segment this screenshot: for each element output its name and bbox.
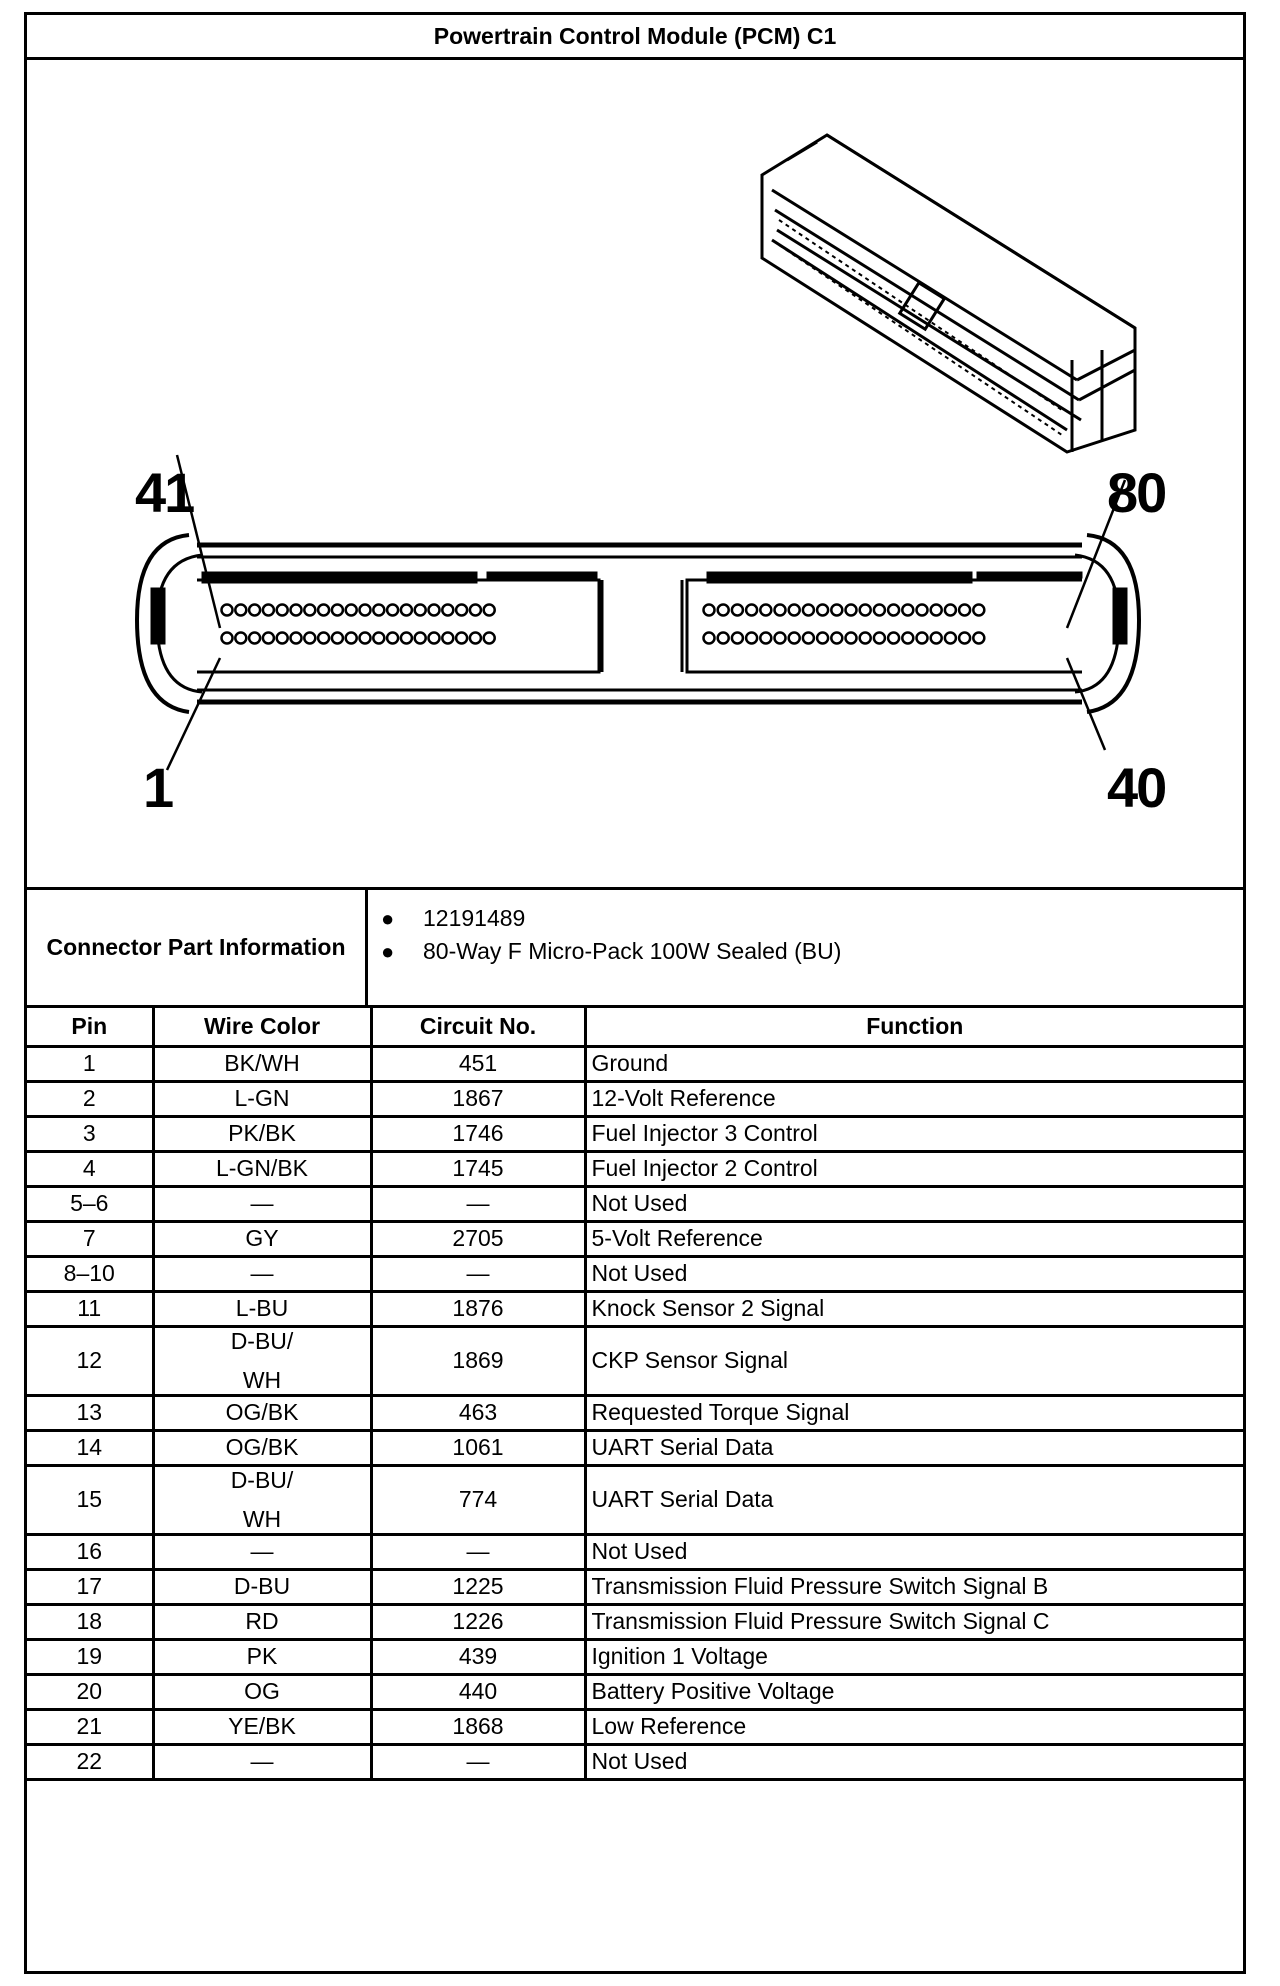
connector-description — [371, 935, 841, 968]
table-row — [27, 1046, 1243, 1081]
pin-hole — [277, 633, 288, 644]
connector-part-number-text: 12191489 — [423, 905, 526, 931]
pin-hole — [817, 633, 828, 644]
pin-hole — [718, 633, 729, 644]
circuit-cell: — — [371, 1256, 585, 1291]
pin-table — [27, 1008, 1243, 1781]
header-pin: Pin — [27, 1008, 153, 1046]
wire-color-cell: OG — [153, 1674, 371, 1709]
circuit-cell: 1225 — [371, 1569, 585, 1604]
pin-hole — [360, 633, 371, 644]
table-row — [27, 1569, 1243, 1604]
pin-hole — [803, 605, 814, 616]
pin-cell: 19 — [27, 1639, 153, 1674]
pin-hole — [249, 633, 260, 644]
function-cell: Fuel Injector 3 Control — [585, 1116, 1243, 1151]
pin-hole — [973, 633, 984, 644]
pin-hole — [235, 605, 246, 616]
pin-hole — [291, 633, 302, 644]
wire-color-cell: — — [153, 1744, 371, 1779]
circuit-cell: — — [371, 1186, 585, 1221]
pin-hole — [484, 633, 495, 644]
function-cell: Not Used — [585, 1534, 1243, 1569]
pin-hole — [746, 633, 757, 644]
circuit-cell: 1746 — [371, 1116, 585, 1151]
header-function: Function — [585, 1008, 1243, 1046]
pin-cell: 13 — [27, 1395, 153, 1430]
pin-hole — [470, 605, 481, 616]
pin-hole — [332, 633, 343, 644]
wire-color-cell: D-BU — [153, 1569, 371, 1604]
pin-cell: 1 — [27, 1046, 153, 1081]
pin-hole — [789, 633, 800, 644]
pin-hole — [860, 605, 871, 616]
wire-color-cell: PK/BK — [153, 1116, 371, 1151]
header-circuit: Circuit No. — [371, 1008, 585, 1046]
function-cell: 12-Volt Reference — [585, 1081, 1243, 1116]
circuit-cell: 1868 — [371, 1709, 585, 1744]
table-row — [27, 1395, 1243, 1430]
pin-label-40: 40 — [1107, 756, 1166, 819]
table-row — [27, 1081, 1243, 1116]
pin-hole — [456, 605, 467, 616]
wire-color-cell: — — [153, 1534, 371, 1569]
pin-hole — [222, 605, 233, 616]
pin-cell: 17 — [27, 1569, 153, 1604]
pin-hole — [760, 633, 771, 644]
pin-label-1: 1 — [143, 756, 173, 819]
circuit-cell: 1867 — [371, 1081, 585, 1116]
table-row — [27, 1291, 1243, 1326]
pin-hole — [775, 605, 786, 616]
table-row — [27, 1430, 1243, 1465]
pin-hole — [917, 605, 928, 616]
table-row — [27, 1186, 1243, 1221]
pin-hole — [760, 605, 771, 616]
pin-hole — [429, 605, 440, 616]
pin-hole — [874, 633, 885, 644]
circuit-cell: 1745 — [371, 1151, 585, 1186]
pin-hole — [959, 605, 970, 616]
pin-hole — [704, 633, 715, 644]
pin-hole — [732, 605, 743, 616]
pin-hole — [249, 605, 260, 616]
pin-hole — [902, 633, 913, 644]
pin-hole — [222, 633, 233, 644]
bullet-icon: ● — [381, 939, 395, 964]
pin-hole — [442, 633, 453, 644]
bullet-icon: ● — [381, 906, 395, 931]
pin-hole — [902, 605, 913, 616]
circuit-cell: 440 — [371, 1674, 585, 1709]
pin-hole — [373, 605, 384, 616]
pin-hole — [846, 605, 857, 616]
pin-hole — [456, 633, 467, 644]
wire-color-line-2: WH — [242, 1505, 282, 1532]
pin-hole — [442, 605, 453, 616]
pin-cell: 5–6 — [27, 1186, 153, 1221]
pin-hole — [973, 605, 984, 616]
page-title: Powertrain Control Module (PCM) C1 — [27, 15, 1243, 60]
table-row — [27, 1709, 1243, 1744]
connector-info-label: Connector Part Information — [27, 890, 368, 1005]
wire-color-cell: PK — [153, 1639, 371, 1674]
pin-hole — [415, 605, 426, 616]
table-row — [27, 1151, 1243, 1186]
function-cell: UART Serial Data — [585, 1465, 1243, 1534]
pin-hole — [387, 605, 398, 616]
circuit-cell: 463 — [371, 1395, 585, 1430]
pin-hole — [831, 633, 842, 644]
pin-hole — [318, 633, 329, 644]
table-row — [27, 1604, 1243, 1639]
function-cell: Fuel Injector 2 Control — [585, 1151, 1243, 1186]
circuit-cell: 1061 — [371, 1430, 585, 1465]
pin-label-41: 41 — [135, 461, 194, 524]
pin-hole — [263, 605, 274, 616]
pin-cell: 21 — [27, 1709, 153, 1744]
pin-table-body — [27, 1046, 1243, 1779]
pin-cell: 16 — [27, 1534, 153, 1569]
wire-color-cell: YE/BK — [153, 1709, 371, 1744]
function-cell: Ignition 1 Voltage — [585, 1639, 1243, 1674]
connector-diagram — [27, 60, 1243, 890]
pin-hole — [888, 605, 899, 616]
pin-hole — [235, 633, 246, 644]
pin-cell: 22 — [27, 1744, 153, 1779]
circuit-cell: 1226 — [371, 1604, 585, 1639]
function-cell: Not Used — [585, 1186, 1243, 1221]
pin-cell: 8–10 — [27, 1256, 153, 1291]
pin-hole — [304, 605, 315, 616]
function-cell: Transmission Fluid Pressure Switch Signal B — [585, 1569, 1243, 1604]
function-cell: Requested Torque Signal — [585, 1395, 1243, 1430]
pin-hole — [429, 633, 440, 644]
pin-hole — [401, 605, 412, 616]
pin-hole — [945, 633, 956, 644]
wire-color-cell: — — [153, 1186, 371, 1221]
pin-hole — [746, 605, 757, 616]
table-row — [27, 1674, 1243, 1709]
pin-hole — [263, 633, 274, 644]
circuit-cell: — — [371, 1534, 585, 1569]
table-row — [27, 1744, 1243, 1779]
connector-part-number — [371, 902, 841, 935]
function-cell: UART Serial Data — [585, 1430, 1243, 1465]
circuit-cell: 439 — [371, 1639, 585, 1674]
wire-color-stack — [155, 1328, 370, 1394]
pin-hole — [931, 633, 942, 644]
function-cell: Battery Positive Voltage — [585, 1674, 1243, 1709]
wire-color-cell: OG/BK — [153, 1395, 371, 1430]
function-cell: Not Used — [585, 1744, 1243, 1779]
pin-hole — [318, 605, 329, 616]
pin-hole — [346, 605, 357, 616]
pin-cell: 4 — [27, 1151, 153, 1186]
pin-cell: 11 — [27, 1291, 153, 1326]
pin-hole — [470, 633, 481, 644]
function-cell: Transmission Fluid Pressure Switch Signal C — [585, 1604, 1243, 1639]
wire-color-cell: L-BU — [153, 1291, 371, 1326]
wire-color-line-2: WH — [242, 1366, 282, 1393]
pin-hole — [401, 633, 412, 644]
pin-hole — [888, 633, 899, 644]
pin-hole — [817, 605, 828, 616]
table-row — [27, 1465, 1243, 1534]
pin-hole — [346, 633, 357, 644]
connector-3d-sketch — [762, 135, 1135, 452]
table-row — [27, 1326, 1243, 1395]
table-row — [27, 1534, 1243, 1569]
wire-color-stack — [155, 1467, 370, 1533]
wire-color-cell: L-GN/BK — [153, 1151, 371, 1186]
pin-hole — [803, 633, 814, 644]
connector-face — [137, 535, 1139, 712]
function-cell: 5-Volt Reference — [585, 1221, 1243, 1256]
pin-cell: 20 — [27, 1674, 153, 1709]
pin-hole — [959, 633, 970, 644]
pin-hole — [931, 605, 942, 616]
pin-cell: 3 — [27, 1116, 153, 1151]
pin-hole — [387, 633, 398, 644]
table-row — [27, 1256, 1243, 1291]
wire-color-line-1: D-BU/ — [230, 1466, 294, 1493]
circuit-cell: 774 — [371, 1465, 585, 1534]
table-header-row — [27, 1008, 1243, 1046]
table-row — [27, 1639, 1243, 1674]
pin-hole — [846, 633, 857, 644]
wire-color-line-1: D-BU/ — [230, 1327, 294, 1354]
pin-cell: 7 — [27, 1221, 153, 1256]
wire-color-cell: RD — [153, 1604, 371, 1639]
pin-hole — [304, 633, 315, 644]
pin-hole — [484, 605, 495, 616]
pin-hole — [945, 605, 956, 616]
wire-color-cell: L-GN — [153, 1081, 371, 1116]
wire-color-cell — [153, 1326, 371, 1395]
pin-hole — [415, 633, 426, 644]
pin-cell: 15 — [27, 1465, 153, 1534]
function-cell: Ground — [585, 1046, 1243, 1081]
table-row — [27, 1116, 1243, 1151]
function-cell: CKP Sensor Signal — [585, 1326, 1243, 1395]
pin-cell: 2 — [27, 1081, 153, 1116]
connector-info-list — [371, 902, 841, 968]
connector-description-text: 80-Way F Micro-Pack 100W Sealed (BU) — [423, 938, 842, 964]
pin-hole — [291, 605, 302, 616]
circuit-cell: 1869 — [371, 1326, 585, 1395]
wire-color-cell: GY — [153, 1221, 371, 1256]
wire-color-cell: BK/WH — [153, 1046, 371, 1081]
pin-hole — [732, 633, 743, 644]
circuit-cell: 2705 — [371, 1221, 585, 1256]
pin-hole — [917, 633, 928, 644]
wire-color-cell: OG/BK — [153, 1430, 371, 1465]
wire-color-cell — [153, 1465, 371, 1534]
connector-part-information — [27, 890, 1243, 1008]
pin-hole — [373, 633, 384, 644]
function-cell: Knock Sensor 2 Signal — [585, 1291, 1243, 1326]
pin-hole — [718, 605, 729, 616]
table-row — [27, 1221, 1243, 1256]
pin-cell: 12 — [27, 1326, 153, 1395]
pin-cell: 18 — [27, 1604, 153, 1639]
pin-hole — [789, 605, 800, 616]
function-cell: Low Reference — [585, 1709, 1243, 1744]
pin-hole — [874, 605, 885, 616]
header-wire-color: Wire Color — [153, 1008, 371, 1046]
pin-hole — [332, 605, 343, 616]
wire-color-cell: — — [153, 1256, 371, 1291]
pin-hole — [860, 633, 871, 644]
pin-hole — [704, 605, 715, 616]
pin-hole — [831, 605, 842, 616]
function-cell: Not Used — [585, 1256, 1243, 1291]
pin-cell: 14 — [27, 1430, 153, 1465]
pin-hole — [775, 633, 786, 644]
circuit-cell: 451 — [371, 1046, 585, 1081]
circuit-cell: — — [371, 1744, 585, 1779]
pin-label-80: 80 — [1107, 461, 1166, 524]
pin-hole — [360, 605, 371, 616]
pin-hole — [277, 605, 288, 616]
connector-illustration — [27, 60, 1243, 888]
circuit-cell: 1876 — [371, 1291, 585, 1326]
connector-sheet — [24, 12, 1246, 1974]
